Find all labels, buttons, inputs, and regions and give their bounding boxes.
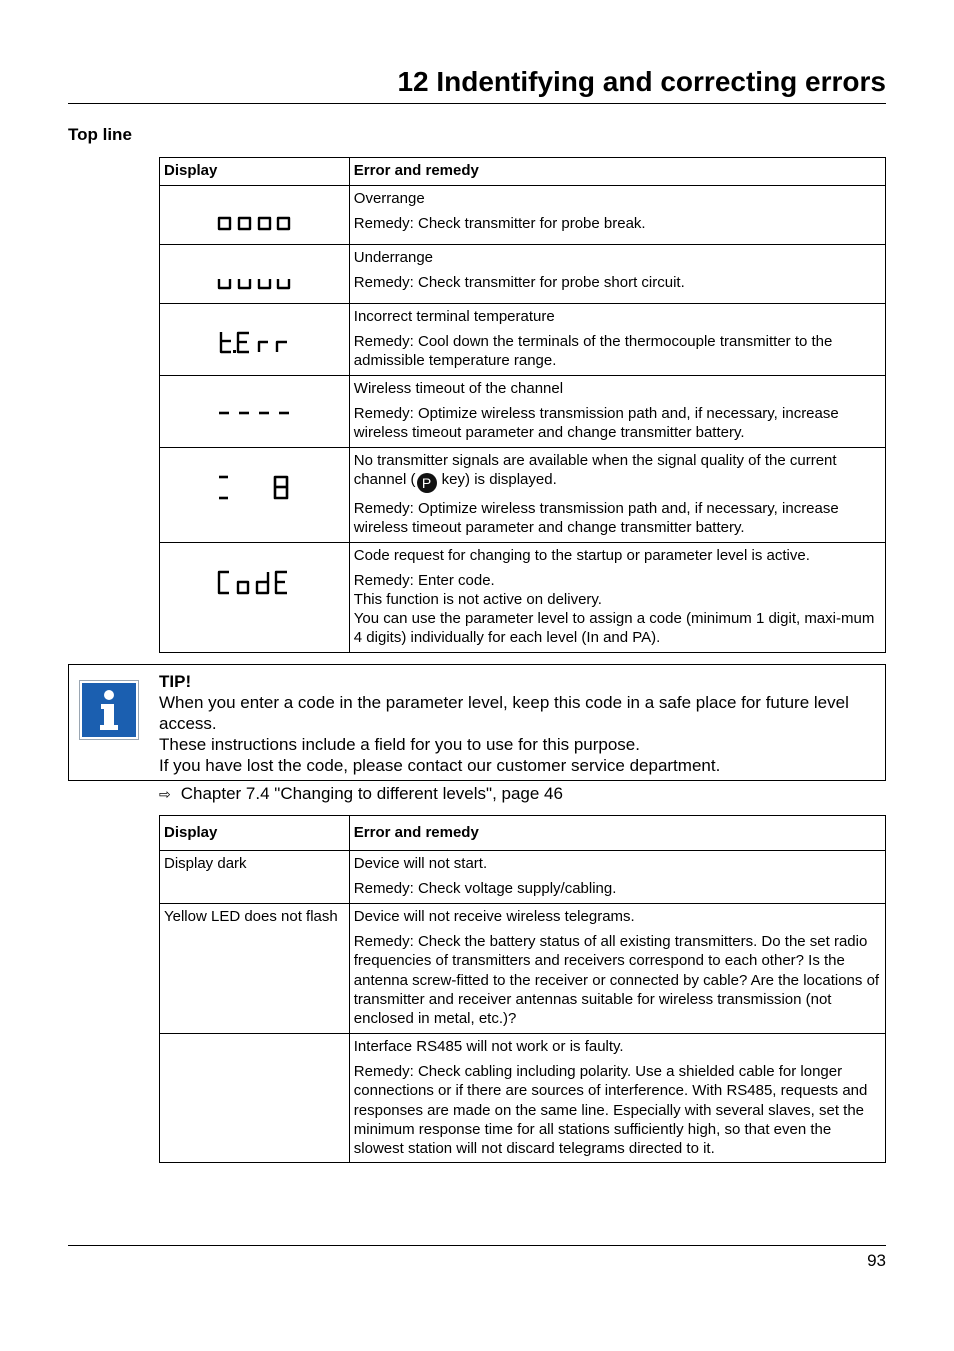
remedy-text: Remedy: Check cabling including polarity. Use a shielded cable for longer connections or if there are sources of interference. With RS485, requests and responses are made on the same line. Especially with several slaves, set the minimum response time for all stations sufficiently high, so that even the slowest station will not discard telegrams directed to it. [353, 1063, 868, 1158]
error-text-start: No transmitter signals are available when the signal quality of the current channel ( [353, 452, 837, 489]
column-header-error: Error and remedy [349, 158, 885, 186]
remedy-text: Remedy: Optimize wireless transmission path and, if necessary, increase wireless timeout parameter and change transmitter battery. [353, 500, 839, 537]
section-heading: Top line [68, 125, 132, 144]
segment-display-code-icon [217, 569, 291, 597]
error-text: Incorrect terminal temperature [353, 308, 555, 325]
error-text: Interface RS485 will not work or is faulty. [353, 1038, 624, 1055]
display-cell [160, 245, 350, 304]
error-text: Device will not start. [353, 855, 488, 872]
remedy-text: Remedy: Cool down the terminals of the thermocouple transmitter to the admissible temperature range. [353, 333, 833, 370]
segment-display-t-err-icon [217, 330, 291, 356]
segment-display-dash-zero-icon [217, 473, 291, 501]
remedy-text: Remedy: Optimize wireless transmission path and, if necessary, increase wireless timeout parameter and change transmitter battery. [353, 405, 839, 442]
error-text: Code request for changing to the startup or parameter level is active. [353, 546, 810, 564]
table-header-row [160, 158, 886, 186]
display-cell [160, 186, 350, 245]
error-cell [349, 376, 885, 448]
p-key-icon: P [417, 473, 437, 493]
remedy-line: This function is not active on delivery. [353, 591, 602, 609]
remedy-text [354, 571, 881, 648]
table-row [160, 904, 886, 1034]
tip-line: These instructions include a field for you to use for this purpose. [159, 735, 640, 754]
device-error-table [159, 815, 886, 1163]
table-header-row [160, 816, 886, 851]
display-cell [160, 542, 350, 652]
error-text: Wireless timeout of the channel [353, 380, 564, 397]
tip-line: If you have lost the code, please contact our customer service department. [159, 756, 721, 775]
remedy-line: Remedy: Enter code. [353, 571, 495, 589]
table-row [160, 1034, 886, 1163]
tip-box [68, 664, 886, 781]
display-cell: Display dark [160, 851, 350, 904]
segment-display-oooo-icon [217, 212, 291, 234]
error-cell [349, 304, 885, 376]
column-header-error: Error and remedy [349, 816, 885, 851]
arrow-right-icon: ⇨ [159, 786, 171, 802]
display-cell [160, 448, 350, 543]
segment-display-uuuu-icon [217, 271, 291, 293]
remedy-text: Remedy: Check voltage supply/cabling. [353, 880, 617, 898]
table-row [160, 186, 886, 245]
error-cell [349, 245, 885, 304]
error-text [354, 451, 881, 493]
remedy-text: Remedy: Check transmitter for probe break. [353, 215, 646, 233]
table-row [160, 304, 886, 376]
table-row [160, 376, 886, 448]
error-text: Device will not receive wireless telegrams. [353, 908, 635, 925]
error-cell [349, 186, 885, 245]
display-cell [160, 376, 350, 448]
table-row [160, 851, 886, 904]
chapter-title: 12 Indentifying and correcting errors [397, 66, 886, 97]
table-row [160, 245, 886, 304]
tip-title: TIP! [159, 672, 192, 691]
error-text: Overrange [353, 190, 425, 207]
error-text-end: key) is displayed. [437, 471, 557, 489]
info-icon [79, 680, 139, 740]
column-header-display: Display [160, 816, 350, 851]
tip-text [159, 671, 877, 776]
chapter-reference-text: Chapter 7.4 "Changing to different levels", page 46 [180, 784, 563, 803]
error-cell [349, 904, 885, 1034]
remedy-text: Remedy: Check transmitter for probe short circuit. [353, 274, 685, 292]
top-line-error-table [159, 157, 886, 653]
error-cell [349, 448, 885, 543]
display-cell: Yellow LED does not flash [160, 904, 350, 1034]
error-cell [349, 851, 885, 904]
table-row [160, 542, 886, 652]
table-row [160, 448, 886, 543]
column-header-display: Display [160, 158, 350, 186]
page-number: 93 [867, 1251, 886, 1270]
header-rule [68, 103, 886, 104]
error-text: Underrange [353, 249, 434, 266]
footer-rule [68, 1245, 886, 1246]
display-cell [160, 304, 350, 376]
chapter-reference-link[interactable] [159, 784, 563, 804]
segment-display-dashes-icon [217, 402, 291, 424]
display-cell [160, 1034, 350, 1163]
tip-line: When you enter a code in the parameter level, keep this code in a safe place for future level access. [159, 693, 849, 733]
remedy-text: Remedy: Check the battery status of all existing transmitters. Do the set radio frequencies of transmitters and receivers correspond to each other? Is the antenna screw-fitted to the receiver or connected by cable? Are the locations of transmitter and receiver antennas suitable for wireless transmission (not enclosed in metal, etc.)? [353, 933, 880, 1028]
remedy-line: You can use the parameter level to assign a code (minimum 1 digit, maxi-mum 4 digits) individually for each level (In and PA). [353, 610, 875, 647]
error-cell [349, 1034, 885, 1163]
error-cell [349, 542, 885, 652]
